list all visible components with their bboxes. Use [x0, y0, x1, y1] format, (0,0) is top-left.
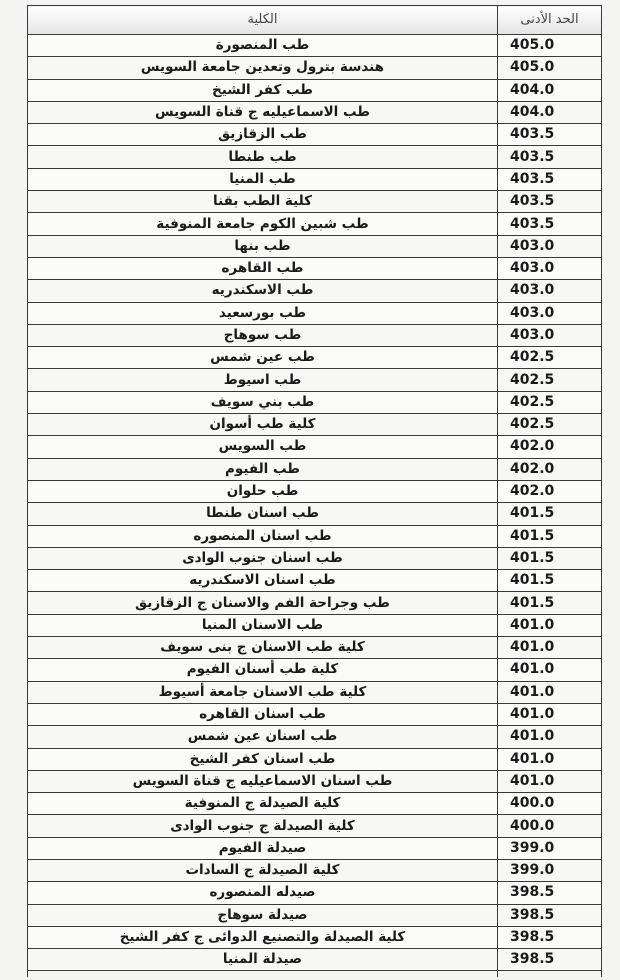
faculty-cell: صيدله المنصوره [28, 882, 498, 904]
faculty-cell: هندسة بترول وتعدين جامعة السويس [28, 57, 498, 79]
table-row [28, 57, 602, 79]
table-row [28, 837, 602, 859]
faculty-cell: طب السويس [28, 436, 498, 458]
min-score-cell: 401.5 [498, 592, 602, 614]
table-row [28, 146, 602, 168]
faculty-cell: طب الاسماعيليه ج قناة السويس [28, 101, 498, 123]
min-score-cell: 403.0 [498, 235, 602, 257]
table-row [28, 614, 602, 636]
table-row [28, 815, 602, 837]
faculty-cell: طب بني سويف [28, 391, 498, 413]
min-score-cell: 398.5 [498, 904, 602, 926]
faculty-cell: كلية الصيدلة ج جنوب الوادى [28, 815, 498, 837]
min-score-cell: 401.0 [498, 770, 602, 792]
faculty-cell: كلية الصيدلة ج المنوفية [28, 793, 498, 815]
table-body [28, 35, 602, 978]
faculty-cell: طب اسيوط [28, 369, 498, 391]
table-row [28, 703, 602, 725]
min-score-cell: 401.0 [498, 748, 602, 770]
min-score-cell: 401.0 [498, 637, 602, 659]
table-row [28, 347, 602, 369]
table-row [28, 124, 602, 146]
faculty-cell: طب الاسكندريه [28, 280, 498, 302]
min-score-cell: 403.0 [498, 324, 602, 346]
table-row [28, 547, 602, 569]
min-score-cell: 405.0 [498, 57, 602, 79]
min-score-cell: 402.5 [498, 369, 602, 391]
min-score-cell: 403.5 [498, 168, 602, 190]
faculty-cell: طب عين شمس [28, 347, 498, 369]
min-score-cell: 405.0 [498, 35, 602, 57]
table-row [28, 793, 602, 815]
table-row [28, 369, 602, 391]
min-score-cell: 403.0 [498, 257, 602, 279]
faculty-cell: طب اسنان الاسماعيليه ج قناة السويس [28, 770, 498, 792]
faculty-cell: كلية طب الاسنان جامعة أسيوط [28, 681, 498, 703]
faculty-cell: طب وجراحة الفم والاسنان ج الزقازيق [28, 592, 498, 614]
min-score-cell: 402.5 [498, 347, 602, 369]
table-row [28, 213, 602, 235]
table-row [28, 101, 602, 123]
table-row [28, 35, 602, 57]
table-row [28, 458, 602, 480]
faculty-cell: طب المنصورة [28, 35, 498, 57]
min-score-cell: 403.5 [498, 124, 602, 146]
table-row [28, 859, 602, 881]
min-score-cell: 400.0 [498, 815, 602, 837]
table-row [28, 949, 602, 971]
table-row [28, 280, 602, 302]
table-row [28, 503, 602, 525]
min-score-cell: 401.0 [498, 726, 602, 748]
table-row [28, 302, 602, 324]
min-score-cell: 401.0 [498, 681, 602, 703]
min-score-cell: 403.5 [498, 146, 602, 168]
min-score-cell: 401.5 [498, 503, 602, 525]
min-score-cell: 400.0 [498, 793, 602, 815]
table-header-row [28, 6, 602, 35]
table-row [28, 191, 602, 213]
min-score-cell: 401.5 [498, 525, 602, 547]
faculty-cell: صيدلة سوهاج [28, 904, 498, 926]
min-score-cell: 402.0 [498, 436, 602, 458]
min-score-cell: 401.0 [498, 614, 602, 636]
min-score-column-header: الحد الأدنى [498, 6, 602, 35]
table-row [28, 570, 602, 592]
table-row [28, 324, 602, 346]
min-score-cell: 401.0 [498, 659, 602, 681]
table-row [28, 436, 602, 458]
min-score-cell: 398.5 [498, 949, 602, 971]
min-score-cell: 403.5 [498, 191, 602, 213]
min-score-cell: 403.5 [498, 213, 602, 235]
faculty-cell: كلية الصيدلة والتصنيع الدوائى ج كفر الشيخ [28, 926, 498, 948]
faculty-cell: كلية طب أسنان الفيوم [28, 659, 498, 681]
table-row [28, 882, 602, 904]
faculty-cell: طب الفيوم [28, 458, 498, 480]
cut-off-row [28, 971, 602, 978]
min-score-cell: 404.0 [498, 79, 602, 101]
faculty-cell: كلية الصيدلة ج السادات [28, 859, 498, 881]
faculty-cell: طب سوهاج [28, 324, 498, 346]
min-score-cell: 399.0 [498, 859, 602, 881]
table-row [28, 726, 602, 748]
faculty-cell: طب بورسعيد [28, 302, 498, 324]
table-row [28, 235, 602, 257]
faculty-cell: طب اسنان طنطا [28, 503, 498, 525]
table-row [28, 592, 602, 614]
table-row [28, 748, 602, 770]
min-score-cell: 399.0 [498, 837, 602, 859]
table-row [28, 637, 602, 659]
min-score-cell: 402.5 [498, 414, 602, 436]
faculty-cell: طب بنها [28, 235, 498, 257]
cut-off-cell [28, 971, 498, 978]
min-score-cell: 401.5 [498, 547, 602, 569]
faculty-cell: طب الزقازيق [28, 124, 498, 146]
min-score-cell: 403.0 [498, 302, 602, 324]
faculty-cell: طب الاسنان المنيا [28, 614, 498, 636]
faculty-cell: صيدلة الفيوم [28, 837, 498, 859]
faculty-cell: طب طنطا [28, 146, 498, 168]
min-score-cell: 404.0 [498, 101, 602, 123]
faculty-cell: طب المنيا [28, 168, 498, 190]
faculty-cell: طب اسنان القاهره [28, 703, 498, 725]
table-row [28, 659, 602, 681]
min-score-cell: 401.0 [498, 703, 602, 725]
admission-scores-table [27, 5, 602, 977]
table-row [28, 770, 602, 792]
table-row [28, 926, 602, 948]
min-score-cell: 402.0 [498, 480, 602, 502]
faculty-cell: طب شبين الكوم جامعة المنوفية [28, 213, 498, 235]
faculty-cell: كلية الطب بقنا [28, 191, 498, 213]
min-score-cell: 402.5 [498, 391, 602, 413]
min-score-cell: 401.5 [498, 570, 602, 592]
faculty-cell: طب اسنان المنصوره [28, 525, 498, 547]
faculty-cell: كلية طب أسوان [28, 414, 498, 436]
faculty-cell: كلية طب الاسنان ج بنى سويف [28, 637, 498, 659]
min-score-cell: 398.5 [498, 882, 602, 904]
faculty-cell: طب اسنان عين شمس [28, 726, 498, 748]
min-score-cell: 403.0 [498, 280, 602, 302]
table-row [28, 168, 602, 190]
min-score-cell: 398.5 [498, 926, 602, 948]
faculty-cell: طب كفر الشيخ [28, 79, 498, 101]
cut-off-cell [498, 971, 602, 978]
faculty-cell: طب اسنان الاسكندريه [28, 570, 498, 592]
table-row [28, 414, 602, 436]
min-score-cell: 402.0 [498, 458, 602, 480]
table-row [28, 257, 602, 279]
faculty-cell: طب حلوان [28, 480, 498, 502]
faculty-cell: طب اسنان جنوب الوادى [28, 547, 498, 569]
table-row [28, 904, 602, 926]
faculty-column-header: الكلية [28, 6, 498, 35]
faculty-cell: صيدلة المنيا [28, 949, 498, 971]
table-row [28, 480, 602, 502]
table-row [28, 525, 602, 547]
table-row [28, 681, 602, 703]
faculty-cell: طب اسنان كفر الشيخ [28, 748, 498, 770]
faculty-cell: طب القاهره [28, 257, 498, 279]
table-row [28, 79, 602, 101]
table-row [28, 391, 602, 413]
